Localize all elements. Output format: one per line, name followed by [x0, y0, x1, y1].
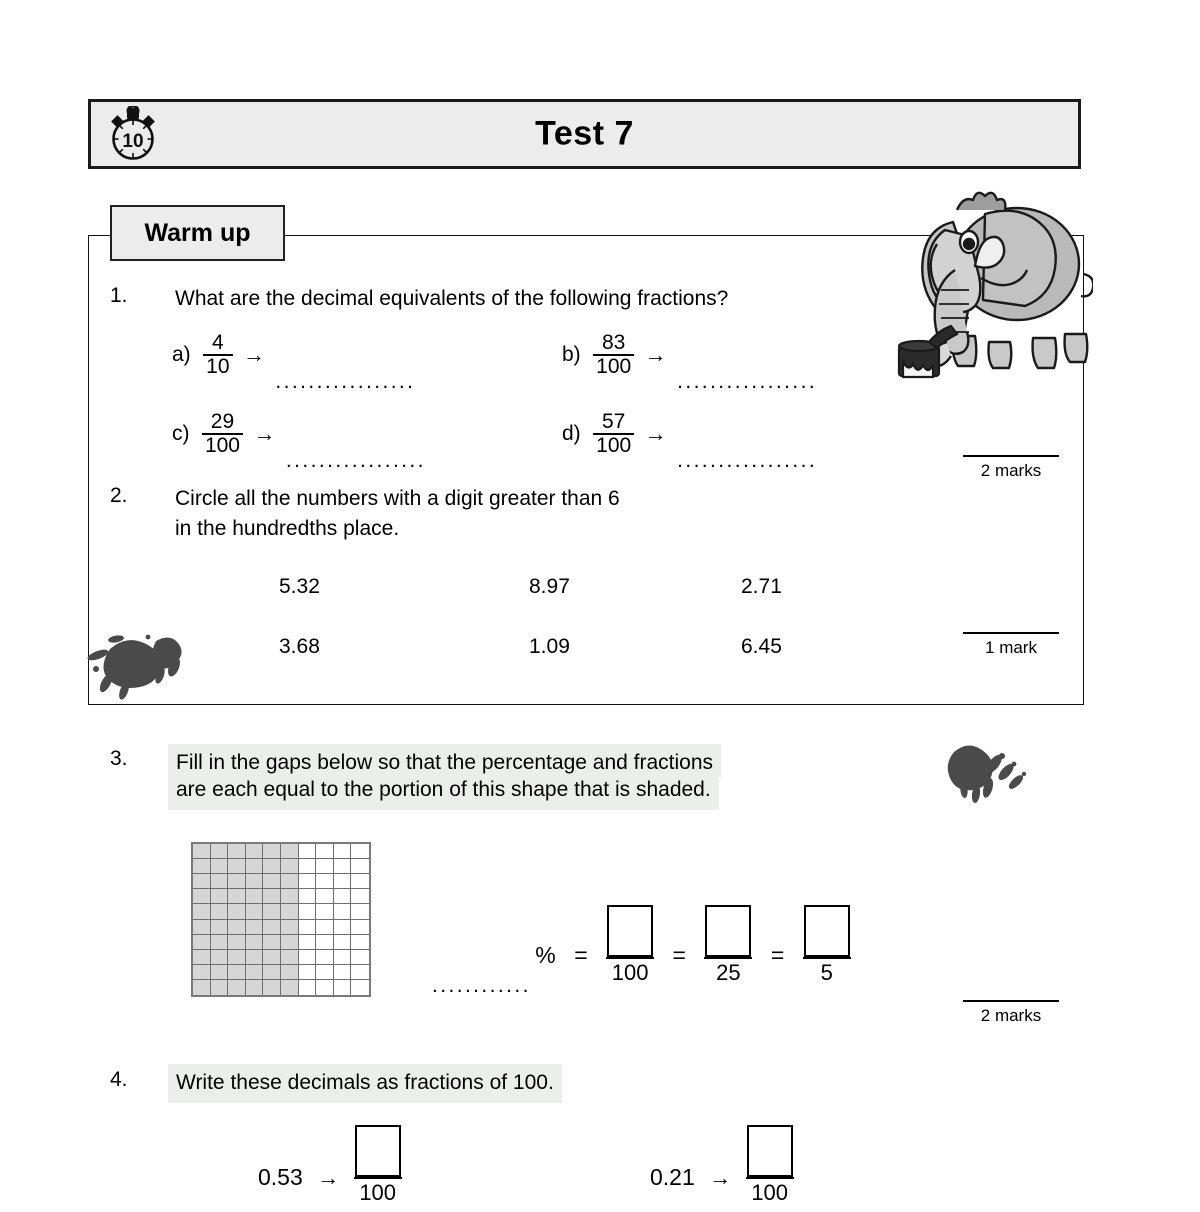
- grid-cell: [228, 965, 246, 980]
- equals-sign-1: =: [574, 942, 588, 968]
- grid-cell: [351, 904, 369, 919]
- grid-cell: [211, 874, 229, 889]
- grid-cell: [299, 859, 317, 874]
- question-1-part-a: [172, 331, 416, 394]
- grid-cell: [263, 935, 281, 950]
- grid-cell: [211, 950, 229, 965]
- grid-cell: [193, 889, 211, 904]
- fraction-denominator: 100: [202, 433, 243, 457]
- grid-cell: [281, 950, 299, 965]
- grid-cell: [228, 980, 246, 995]
- grid-cell: [228, 935, 246, 950]
- question-4-number: 4.: [110, 1068, 128, 1091]
- question-2-number-6-45[interactable]: 6.45: [741, 635, 782, 658]
- grid-cell: [211, 859, 229, 874]
- grid-cell: [351, 920, 369, 935]
- grid-cell: [316, 889, 334, 904]
- grid-cell: [334, 980, 352, 995]
- decimal-value-0-21: 0.21: [650, 1164, 695, 1190]
- marks-rule: [963, 455, 1059, 457]
- question-4-prompt: Write these decimals as fractions of 100.: [168, 1064, 562, 1103]
- grid-cell: [228, 889, 246, 904]
- question-1-marks: [963, 455, 1059, 481]
- answer-fraction-over-100[interactable]: [746, 1125, 794, 1206]
- grid-cell: [228, 904, 246, 919]
- answer-box-numerator[interactable]: [705, 905, 751, 957]
- answer-box-numerator[interactable]: [804, 905, 850, 957]
- grid-cell: [351, 844, 369, 859]
- question-1-part-d: [562, 410, 818, 473]
- question-4-item-1: [258, 1125, 402, 1206]
- grid-cell: [263, 859, 281, 874]
- answer-box-numerator[interactable]: [355, 1125, 401, 1177]
- grid-cell: [334, 904, 352, 919]
- grid-cell: [334, 874, 352, 889]
- grid-cell: [211, 920, 229, 935]
- grid-cell: [246, 904, 264, 919]
- question-2-number-3-68[interactable]: 3.68: [279, 635, 320, 658]
- grid-cell: [316, 859, 334, 874]
- grid-cell: [299, 904, 317, 919]
- grid-cell: [193, 874, 211, 889]
- percent-answer-blank[interactable]: ............: [432, 974, 531, 997]
- grid-cell: [211, 965, 229, 980]
- grid-cell: [299, 889, 317, 904]
- grid-cell: [263, 965, 281, 980]
- fraction-denominator: 25: [704, 957, 752, 986]
- answer-blank-1d[interactable]: .................: [677, 449, 818, 473]
- hundred-square-grid: [191, 842, 371, 997]
- test-title-bar: [88, 99, 1081, 169]
- fraction-numerator: 83: [601, 331, 626, 354]
- part-letter: b): [562, 343, 581, 367]
- fraction-denominator: 5: [803, 957, 851, 986]
- grid-cell: [263, 844, 281, 859]
- fraction-83-100: [593, 332, 634, 378]
- answer-fraction-over-100[interactable]: [354, 1125, 402, 1206]
- ink-splat-icon: [82, 625, 200, 703]
- fraction-4-10: [203, 332, 232, 378]
- grid-cell: [193, 965, 211, 980]
- grid-cell: [263, 874, 281, 889]
- arrow-icon: →: [644, 421, 667, 447]
- marks-label: 2 marks: [980, 461, 1042, 480]
- grid-cell: [281, 844, 299, 859]
- fraction-numerator: 29: [210, 410, 235, 433]
- grid-cell: [334, 920, 352, 935]
- fraction-denominator: 100: [593, 354, 634, 378]
- arrow-icon: →: [253, 421, 276, 447]
- grid-cell: [193, 904, 211, 919]
- answer-blank-1c[interactable]: .................: [285, 449, 426, 473]
- grid-cell: [211, 904, 229, 919]
- grid-cell: [334, 950, 352, 965]
- grid-cell: [334, 844, 352, 859]
- question-2-number-8-97[interactable]: 8.97: [529, 575, 570, 598]
- percent-symbol: %: [535, 942, 556, 968]
- grid-cell: [211, 980, 229, 995]
- question-2-number: 2.: [110, 484, 128, 507]
- part-letter: c): [172, 422, 190, 446]
- arrow-icon: →: [644, 342, 667, 368]
- fraction-denominator: 10: [203, 354, 232, 378]
- fraction-denominator: 100: [354, 1177, 402, 1206]
- grid-cell: [316, 935, 334, 950]
- question-2-prompt-line1: Circle all the numbers with a digit greater than 6: [175, 487, 620, 510]
- grid-cell: [246, 889, 264, 904]
- fraction-29-100: [202, 411, 243, 457]
- arrow-icon: →: [709, 1164, 732, 1190]
- question-2-marks: [963, 632, 1059, 658]
- grid-cell: [263, 920, 281, 935]
- grid-cell: [281, 874, 299, 889]
- fraction-numerator: 57: [601, 410, 626, 433]
- grid-cell: [193, 920, 211, 935]
- grid-cell: [228, 874, 246, 889]
- answer-blank-1a[interactable]: .................: [275, 370, 416, 394]
- grid-cell: [316, 920, 334, 935]
- grid-cell: [211, 889, 229, 904]
- fraction-57-100: [593, 411, 634, 457]
- question-2-number-1-09[interactable]: 1.09: [529, 635, 570, 658]
- question-1-part-b: [562, 331, 818, 394]
- grid-cell: [281, 920, 299, 935]
- grid-cell: [246, 859, 264, 874]
- question-1-prompt: What are the decimal equivalents of the following fractions?: [175, 287, 729, 310]
- grid-cell: [281, 935, 299, 950]
- question-3-prompt-line2: are each equal to the portion of this shape that is shaded.: [168, 775, 719, 810]
- part-letter: a): [172, 343, 191, 367]
- grid-cell: [351, 965, 369, 980]
- part-letter: d): [562, 422, 581, 446]
- grid-cell: [228, 920, 246, 935]
- fraction-denominator: 100: [593, 433, 634, 457]
- grid-cell: [351, 889, 369, 904]
- grid-cell: [246, 935, 264, 950]
- grid-cell: [351, 859, 369, 874]
- arrow-icon: →: [317, 1164, 340, 1190]
- grid-cell: [281, 889, 299, 904]
- grid-cell: [316, 965, 334, 980]
- grid-cell: [334, 965, 352, 980]
- grid-cell: [246, 950, 264, 965]
- grid-cell: [316, 874, 334, 889]
- answer-fraction-over-25[interactable]: [704, 905, 752, 986]
- grid-cell: [211, 935, 229, 950]
- grid-cell: [281, 904, 299, 919]
- grid-cell: [316, 844, 334, 859]
- grid-cell: [351, 935, 369, 950]
- grid-cell: [246, 920, 264, 935]
- grid-cell: [246, 980, 264, 995]
- question-3-equation: [432, 905, 851, 997]
- marks-rule: [963, 632, 1059, 634]
- page-title: Test 7: [535, 114, 634, 153]
- decimal-value-0-53: 0.53: [258, 1164, 303, 1190]
- grid-cell: [246, 965, 264, 980]
- fraction-numerator: 4: [211, 331, 224, 354]
- question-4-item-2: [650, 1125, 794, 1206]
- answer-blank-1b[interactable]: .................: [677, 370, 818, 394]
- grid-cell: [299, 920, 317, 935]
- grid-cell: [228, 859, 246, 874]
- grid-cell: [193, 935, 211, 950]
- grid-cell: [299, 935, 317, 950]
- grid-cell: [193, 980, 211, 995]
- grid-cell: [299, 950, 317, 965]
- grid-cell: [228, 844, 246, 859]
- grid-cell: [334, 889, 352, 904]
- grid-cell: [193, 859, 211, 874]
- marks-label: 1 mark: [985, 638, 1037, 657]
- ink-splat-icon: [944, 738, 1034, 806]
- grid-cell: [246, 874, 264, 889]
- grid-cell: [228, 950, 246, 965]
- grid-cell: [351, 980, 369, 995]
- grid-cell: [263, 904, 281, 919]
- answer-box-numerator[interactable]: [607, 905, 653, 957]
- grid-cell: [351, 874, 369, 889]
- marks-label: 2 marks: [980, 1006, 1042, 1025]
- grid-cell: [281, 965, 299, 980]
- fraction-denominator: 100: [746, 1177, 794, 1206]
- question-1-number: 1.: [110, 284, 128, 307]
- question-3-marks: [963, 1000, 1059, 1026]
- answer-box-numerator[interactable]: [747, 1125, 793, 1177]
- grid-cell: [334, 859, 352, 874]
- marks-rule: [963, 1000, 1059, 1002]
- warm-up-label: Warm up: [110, 205, 285, 261]
- grid-cell: [263, 889, 281, 904]
- grid-cell: [193, 844, 211, 859]
- question-2-number-5-32[interactable]: 5.32: [279, 575, 320, 598]
- grid-cell: [316, 950, 334, 965]
- grid-cell: [246, 844, 264, 859]
- answer-fraction-over-100[interactable]: [606, 905, 654, 986]
- equals-sign-2: =: [672, 942, 686, 968]
- grid-cell: [351, 950, 369, 965]
- grid-cell: [263, 980, 281, 995]
- stopwatch-minutes-label: 10: [122, 131, 144, 152]
- question-1-part-c: [172, 410, 426, 473]
- grid-cell: [299, 844, 317, 859]
- question-2-prompt-line2: in the hundredths place.: [175, 517, 400, 540]
- grid-cell: [316, 904, 334, 919]
- grid-cell: [263, 950, 281, 965]
- question-2-number-2-71[interactable]: 2.71: [741, 575, 782, 598]
- grid-cell: [299, 965, 317, 980]
- grid-cell: [211, 844, 229, 859]
- equals-sign-3: =: [770, 942, 785, 968]
- elephant-icon: [893, 186, 1093, 381]
- answer-fraction-over-5[interactable]: [803, 905, 851, 986]
- arrow-icon: →: [242, 342, 265, 368]
- question-3-prompt-line1: Fill in the gaps below so that the percentage and fractions: [168, 744, 721, 778]
- grid-cell: [193, 950, 211, 965]
- grid-cell: [299, 980, 317, 995]
- question-3-number: 3.: [110, 747, 128, 770]
- grid-cell: [281, 859, 299, 874]
- fraction-denominator: 100: [606, 957, 654, 986]
- grid-cell: [316, 980, 334, 995]
- grid-cell: [299, 874, 317, 889]
- grid-cell: [334, 935, 352, 950]
- grid-cell: [281, 980, 299, 995]
